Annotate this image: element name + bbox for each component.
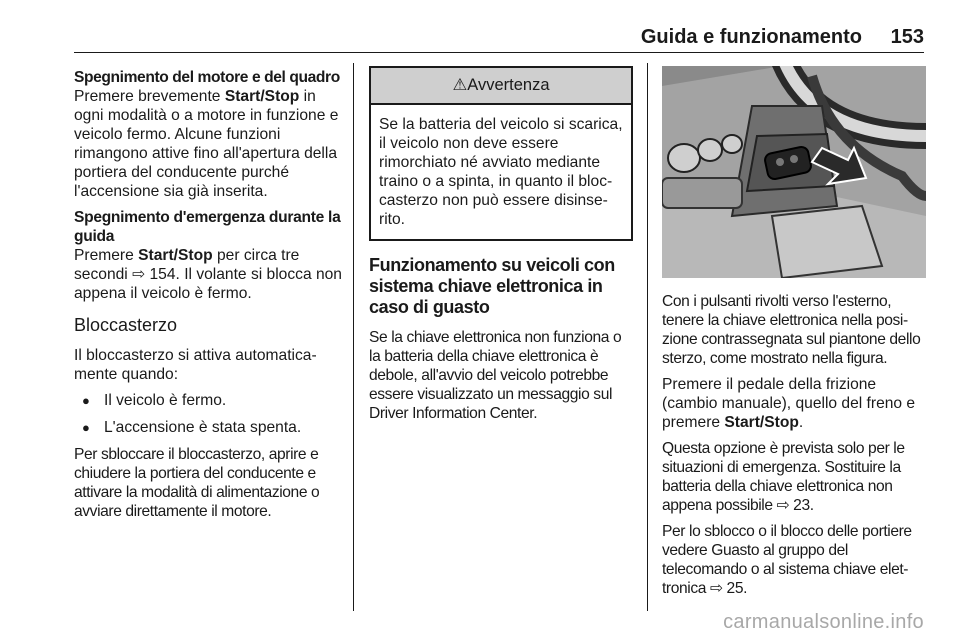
section-title: Guida e funzionamento	[640, 26, 862, 48]
page-ref-arrow-icon: ⇨	[776, 497, 790, 514]
press-pedal-text: Premere il pedale della frizione (cambio manuale), quello del freno e premere	[662, 376, 916, 431]
engine-off-text: Premere brevemente	[74, 88, 225, 105]
engine-off-title: Spegnimento del motore e del quadro	[74, 69, 340, 86]
door-unlock-paragraph	[662, 522, 926, 598]
column-left	[74, 68, 344, 528]
column-middle	[369, 68, 633, 430]
engine-off-paragraph	[74, 68, 344, 201]
emergency-option-paragraph	[662, 439, 926, 515]
start-stop-label: Start/Stop	[138, 247, 213, 264]
steering-lock-heading: Bloccasterzo	[74, 315, 178, 335]
page-ref-arrow-icon: ⇨	[132, 266, 146, 283]
steering-unlock-paragraph: Per sbloccare il bloccasterzo, aprire e chiudere la portiera del conducente e attivare la modalità di alimentazione o avviare direttamente il motore.	[74, 446, 320, 520]
page-reference: 25	[722, 580, 744, 597]
steering-lock-intro: Il bloccasterzo si attiva automatica-mente quando:	[74, 347, 317, 383]
page-ref-arrow-icon: ⇨	[709, 580, 723, 597]
page-reference: 154	[145, 266, 176, 283]
start-stop-label: Start/Stop	[224, 88, 300, 105]
warning-title-bar	[371, 68, 631, 105]
page-reference: 23	[789, 497, 810, 514]
warning-box	[369, 66, 633, 241]
start-stop-label: Start/Stop	[724, 414, 799, 431]
emergency-off-text: Premere	[74, 247, 139, 264]
door-unlock-text: Per lo sblocco o il blocco delle portiere vedere Guasto al gruppo del telecomando o al sistema chiave elet-tronica	[662, 523, 912, 597]
column-divider	[353, 63, 354, 611]
emergency-off-text-2: per circa tre secondi	[74, 247, 300, 283]
emergency-option-text-2: .	[809, 497, 814, 514]
faulty-key-paragraph: Se la chiave elettronica non funziona o la batteria della chiave elettronica è debole, all'avvio del veicolo potrebbe essere visualizzato un messaggio sul Driver Information Center.	[369, 329, 622, 422]
press-pedal-paragraph	[662, 375, 926, 432]
door-unlock-text-2: .	[743, 580, 748, 597]
page-header	[74, 24, 924, 53]
steering-lock-conditions	[74, 391, 344, 437]
press-pedal-text-2: .	[798, 414, 804, 431]
faulty-key-heading: Funzionamento su veicoli con sistema chiave elettronica in caso di guasto	[369, 255, 615, 317]
emergency-off-text-3: . Il volante si blocca non appena il veicolo è fermo.	[74, 266, 342, 302]
emergency-off-title: Spegnimento d'emergenza durante la guida	[74, 209, 341, 245]
warning-title: Avvertenza	[467, 76, 550, 94]
engine-off-text-2: in ogni modalità o a motore in funzione e veicolo fermo. Alcune funzioni rimangono attive fino all'apertura della portiera del conducente purché l'accensione sia già inserita.	[74, 88, 339, 200]
warning-body: Se la batteria del veicolo si scarica, il veicolo non deve essere rimorchiato né avviato mediante traino o a spinta, in quanto il bloc-casterzo non può essere disinse-rito.	[379, 116, 623, 228]
column-divider	[647, 63, 648, 611]
steering-column-drawing	[662, 66, 926, 278]
page-number: 153	[890, 26, 924, 48]
warning-icon: ⚠	[452, 76, 468, 94]
list-item: ● Il veicolo è fermo.	[74, 391, 344, 410]
column-right	[662, 292, 926, 605]
key-position-paragraph: Con i pulsanti rivolti verso l'esterno, tenere la chiave elettronica nella posi-zione contrassegnata sul piantone dello sterzo, come mostrato nella figura.	[662, 293, 921, 367]
emergency-option-text: Questa opzione è prevista solo per le situazioni di emergenza. Sostituire la batteria della chiave elettronica non appena possibile	[662, 440, 905, 514]
key-position-illustration	[662, 66, 926, 278]
list-item: ● L'accensione è stata spenta.	[74, 418, 344, 437]
watermark: carmanualsonline.info	[723, 611, 924, 633]
emergency-off-paragraph	[74, 208, 344, 303]
